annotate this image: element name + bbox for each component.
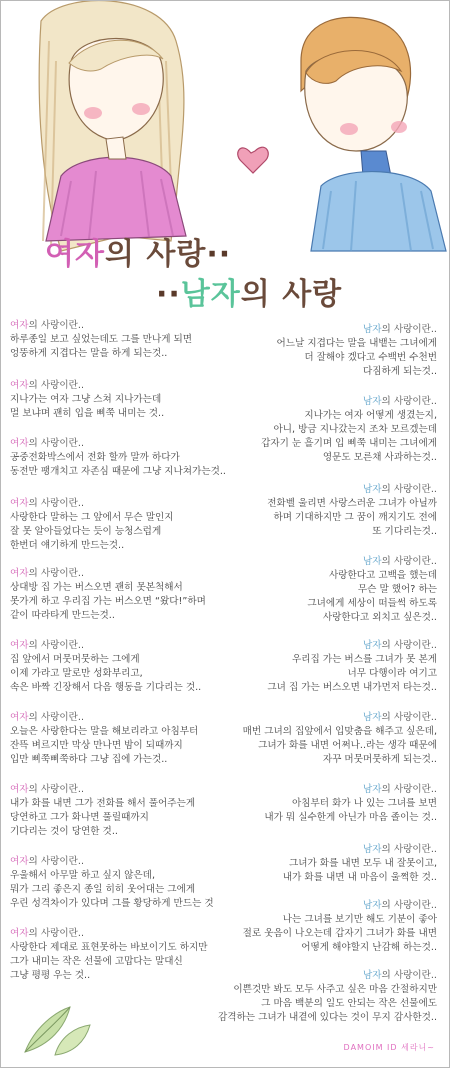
men-line: 더 잘해야 겠다고 수백번 수천번 bbox=[304, 352, 437, 363]
men-line: 자꾸 머뭇머뭇하게 되는것.. bbox=[322, 754, 437, 765]
women-heading: 여자의 사랑이란.. bbox=[10, 438, 85, 449]
women-line: 사랑한다 말하는 그 앞에서 무슨 말인지 bbox=[10, 512, 174, 523]
men-line: 그녀 집 가는 버스오면 내가먼저 타는것.. bbox=[267, 682, 437, 693]
women-block-1 bbox=[10, 319, 192, 361]
women-line: 기다리는 것이 당연한 것.. bbox=[10, 826, 118, 837]
women-heading: 여자의 사랑이란.. bbox=[10, 320, 85, 331]
women-line: 뭐가 그리 좋은지 종일 히히 웃어대는 그에게 bbox=[10, 884, 196, 895]
men-block-1 bbox=[277, 323, 437, 379]
men-line: 또 기다리는것.. bbox=[372, 526, 437, 537]
women-line: 그가 내미는 작은 선물에 고맙다는 말대신 bbox=[10, 956, 183, 967]
women-line: 오늘은 사랑한다는 말을 해보리라고 아침부터 bbox=[10, 726, 199, 737]
boy-blush-right bbox=[391, 121, 407, 133]
women-heading: 여자의 사랑이란.. bbox=[10, 498, 85, 509]
title-women-suffix: 의 사랑 bbox=[104, 237, 207, 272]
men-block-8 bbox=[283, 843, 437, 885]
men-heading: 남자의 사랑이란.. bbox=[362, 900, 437, 911]
women-block-2 bbox=[10, 379, 164, 421]
men-line: 절로 웃음이 나오는데 갑자기 그녀가 화를 내면 bbox=[242, 928, 437, 939]
girl-neck bbox=[106, 137, 126, 159]
girl-blush-left bbox=[84, 107, 102, 119]
men-line: 우리집 가는 버스를 그녀가 못 본게 bbox=[292, 654, 437, 665]
men-line: 나는 그녀를 보기만 해도 기분이 좋아 bbox=[282, 914, 437, 925]
women-heading: 여자의 사랑이란.. bbox=[10, 856, 85, 867]
men-block-6 bbox=[243, 711, 437, 767]
women-heading: 여자의 사랑이란.. bbox=[10, 928, 85, 939]
men-line: 그녀에게 세상이 떠들썩 하도록 bbox=[307, 598, 437, 609]
women-block-8 bbox=[10, 783, 195, 839]
women-block-5 bbox=[10, 567, 206, 623]
men-line: 너무 다행이라 여기고 bbox=[347, 668, 437, 679]
women-block-4 bbox=[10, 497, 174, 553]
title-line-men bbox=[156, 269, 342, 313]
men-line: 지나가는 여자 어떻게 생겼는지, bbox=[304, 410, 437, 421]
women-line: 잔뜩 벼르지만 막상 만나면 밤이 되때까지 bbox=[10, 740, 183, 751]
women-block-6 bbox=[10, 639, 201, 695]
men-block-2 bbox=[261, 395, 437, 465]
men-line: 사랑한다고 외치고 싶은것.. bbox=[322, 612, 437, 623]
men-line: 매번 그녀의 집앞에서 입맞춤을 해주고 싶은데, bbox=[242, 726, 437, 737]
title-women-word: 여자 bbox=[45, 237, 105, 272]
women-line: 지나가는 여자 그냥 스쳐 지나가는데 bbox=[10, 394, 162, 405]
men-line: 그녀가 화를 내면 어쩌나..라는 생각 때문에 bbox=[258, 740, 437, 751]
title-men-word: 남자 bbox=[180, 277, 241, 312]
men-block-5 bbox=[267, 639, 437, 695]
women-heading: 여자의 사랑이란.. bbox=[10, 784, 85, 795]
title-line-women bbox=[45, 229, 231, 273]
women-heading: 여자의 사랑이란.. bbox=[10, 380, 85, 391]
women-heading: 여자의 사랑이란.. bbox=[10, 640, 85, 651]
men-line: 내가 화를 내면 내 마음이 울쩍한 것.. bbox=[282, 872, 437, 883]
men-heading: 남자의 사랑이란.. bbox=[362, 844, 437, 855]
men-block-9 bbox=[243, 899, 437, 955]
women-line: 이제 가라고 말로만 성화부리고, bbox=[10, 668, 143, 679]
men-line: 하며 기대하지만 그 꿈이 깨지기도 전에 bbox=[273, 512, 437, 523]
women-block-9 bbox=[10, 855, 214, 911]
women-line: 엉뚱하게 지겹다는 말을 하게 되는것.. bbox=[10, 348, 168, 359]
men-heading: 남자의 사랑이란.. bbox=[362, 784, 437, 795]
men-heading: 남자의 사랑이란.. bbox=[362, 556, 437, 567]
men-block-10 bbox=[218, 969, 437, 1025]
men-line: 전화벨 울리면 사랑스러운 그녀가 아닐까 bbox=[267, 498, 437, 509]
women-line: 사랑한다 제대로 표현못하는 바보이기도 하지만 bbox=[10, 942, 208, 953]
men-line: 이쁜것만 봐도 모두 사주고 싶은 마음 간절하지만 bbox=[233, 984, 437, 995]
women-line: 집 앞에서 머뭇머뭇하는 그에게 bbox=[10, 654, 140, 665]
men-line: 내가 뭐 실수한게 아닌가 마음 졸이는 것.. bbox=[264, 812, 437, 823]
women-line: 내가 화를 내면 그가 전화를 해서 풀어주는게 bbox=[10, 798, 196, 809]
women-line: 공중전화박스에서 전화 할까 말까 하다가 bbox=[10, 452, 180, 463]
women-line: 못가게 하고 우리집 가는 버스오면 “왔다!”하며 bbox=[10, 596, 206, 607]
women-line: 입만 삐쭉삐쭉하다 그냥 집에 가는것.. bbox=[10, 754, 168, 765]
men-line: 아니, 방금 지나갔는지 조차 모르겠는데 bbox=[273, 424, 437, 435]
women-line: 속은 바짝 긴장해서 다음 행동을 기다리는 것.. bbox=[10, 682, 202, 693]
men-line: 감격하는 그녀가 내곁에 있다는 것이 무지 감사한것.. bbox=[217, 1012, 437, 1023]
men-heading: 남자의 사랑이란.. bbox=[362, 712, 437, 723]
boy-blush-left bbox=[340, 123, 358, 135]
women-heading: 여자의 사랑이란.. bbox=[10, 712, 85, 723]
men-heading: 남자의 사랑이란.. bbox=[362, 396, 437, 407]
men-line: 그녀가 화를 내면 모두 내 잘못이고, bbox=[288, 858, 437, 869]
men-block-7 bbox=[264, 783, 437, 825]
leaf-decoration-icon bbox=[15, 987, 95, 1057]
women-block-7 bbox=[10, 711, 198, 767]
title-men-dots: ·· bbox=[156, 277, 181, 312]
women-line: 잘 못 알아들었다는 듯이 능청스럽게 bbox=[10, 526, 162, 537]
women-line: 우린 성격차이가 있다며 그를 황당하게 만드는 것 bbox=[10, 898, 214, 909]
women-line: 그냥 평평 우는 것.. bbox=[10, 970, 91, 981]
men-heading: 남자의 사랑이란.. bbox=[362, 970, 437, 981]
men-line: 갑자기 눈 흘기며 입 삐쭉 내미는 그녀에게 bbox=[261, 438, 437, 449]
men-line: 다짐하게 되는것.. bbox=[362, 366, 437, 377]
women-line: 상대방 집 가는 버스오면 괜히 못본척해서 bbox=[10, 582, 183, 593]
women-line: 당연하고 그가 화나면 풀릴때까지 bbox=[10, 812, 149, 823]
men-heading: 남자의 사랑이란.. bbox=[362, 640, 437, 651]
women-line: 같이 따라타게 만드는것.. bbox=[10, 610, 115, 621]
women-line: 우울해서 아무말 하고 싶지 않은데, bbox=[10, 870, 155, 881]
men-heading: 남자의 사랑이란.. bbox=[362, 484, 437, 495]
men-line: 그 마음 백분의 일도 안되는 작은 선물에도 bbox=[261, 998, 437, 1009]
women-line: 멀 보냐며 괜히 입을 삐쭉 내미는 것.. bbox=[10, 408, 165, 419]
title-women-dots: ·· bbox=[206, 237, 232, 272]
girl-blush-right bbox=[132, 103, 150, 115]
men-line: 아침부터 화가 나 있는 그녀를 보면 bbox=[292, 798, 437, 809]
men-line: 영문도 모른채 사과하는것.. bbox=[322, 452, 437, 463]
heart-icon bbox=[238, 147, 269, 173]
men-line: 어느날 지겹다는 말을 내뱉는 그녀에게 bbox=[276, 338, 437, 349]
women-block-10 bbox=[10, 927, 208, 983]
women-block-3 bbox=[10, 437, 226, 479]
men-block-4 bbox=[307, 555, 437, 625]
men-block-3 bbox=[267, 483, 437, 539]
title-men-suffix: 의 사랑 bbox=[240, 277, 343, 312]
women-line: 동전만 팽개치고 자존심 때문에 그냥 지나쳐가는것.. bbox=[10, 466, 226, 477]
men-line: 사랑한다고 고백을 했는데 bbox=[328, 570, 437, 581]
footer-credit: DAMOIM ID 세라니~ bbox=[343, 1043, 435, 1052]
women-heading: 여자의 사랑이란.. bbox=[10, 568, 85, 579]
men-line: 어떻게 해야할지 난감해 하는것.. bbox=[301, 942, 437, 953]
women-line: 한번더 얘기하게 만드는것.. bbox=[10, 540, 125, 551]
men-heading: 남자의 사랑이란.. bbox=[362, 324, 437, 335]
women-line: 하루종일 보고 싶었는데도 그를 만나게 되면 bbox=[10, 334, 193, 345]
men-line: 무슨 말 했어? 하는 bbox=[357, 584, 437, 595]
